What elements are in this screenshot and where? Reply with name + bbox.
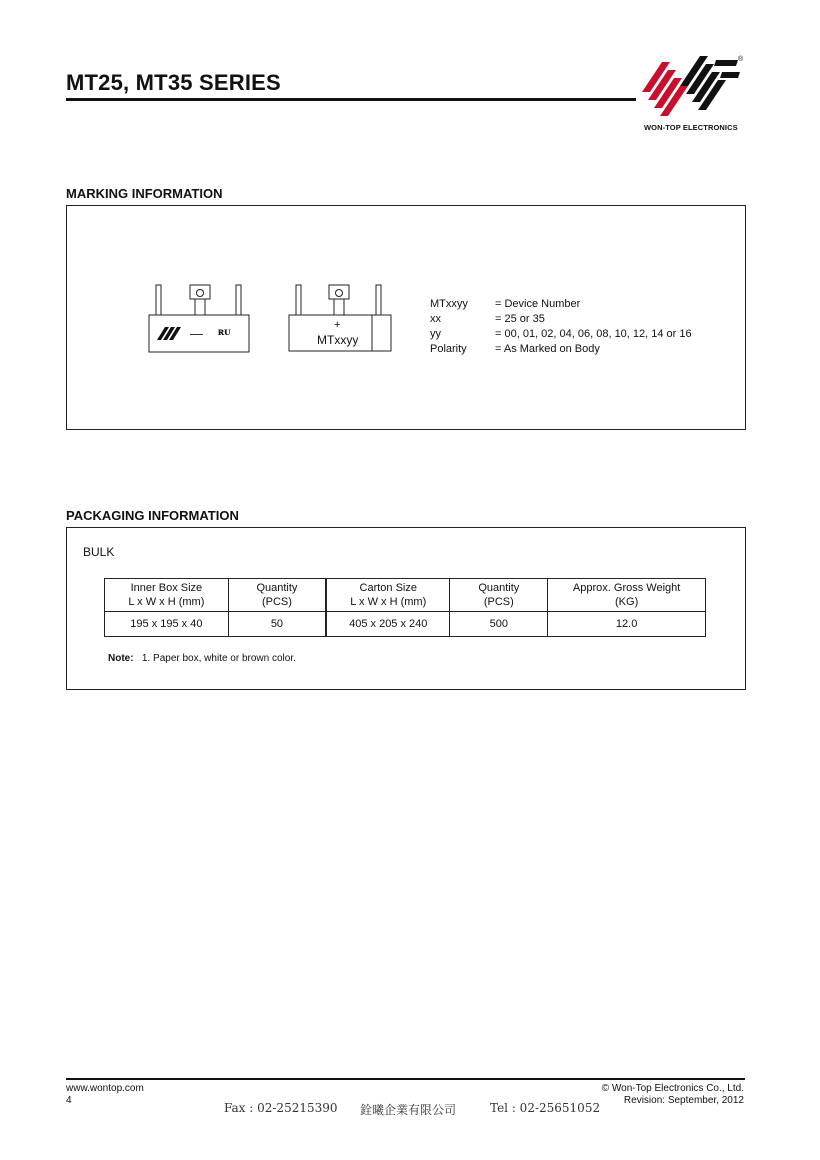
- table-cell: 50: [228, 612, 326, 637]
- table-header-cell: Approx. Gross Weight (KG): [548, 579, 706, 612]
- packaging-note: [108, 653, 296, 664]
- legend-value: = Device Number: [495, 298, 581, 310]
- registered-mark: ®: [738, 56, 744, 63]
- footer-tel: Tel : 02-25651052: [490, 1101, 601, 1115]
- footer-revision: Revision: September, 2012: [623, 1095, 744, 1106]
- table-row: [105, 612, 706, 637]
- packaging-type: BULK: [83, 545, 115, 559]
- footer-company-name: 銓曦企業有限公司: [360, 1103, 457, 1117]
- table-header-cell: Quantity (PCS): [450, 579, 548, 612]
- minus-mark: —: [190, 326, 203, 341]
- footer-fax: Fax : 02-25215390: [224, 1101, 338, 1115]
- footer-copyright: © Won-Top Electronics Co., Ltd.: [601, 1083, 744, 1094]
- note-text: 1. Paper box, white or brown color.: [141, 653, 296, 664]
- device-body-marking: MTxxyy: [317, 333, 359, 347]
- legend-value: = 00, 01, 02, 04, 06, 08, 10, 12, 14 or 16: [495, 328, 692, 340]
- note-label: Note:: [108, 653, 134, 664]
- footer-divider: [66, 1078, 745, 1080]
- plus-mark: +: [334, 319, 341, 331]
- marking-heading: MARKING INFORMATION: [66, 186, 223, 201]
- table-cell: 12.0: [548, 612, 706, 637]
- table-header-cell: Carton Size L x W x H (mm): [326, 579, 450, 612]
- table-cell: 500: [450, 612, 548, 637]
- device-front-drawing: [140, 280, 265, 355]
- packaging-heading: PACKAGING INFORMATION: [66, 508, 239, 523]
- table-cell: 195 x 195 x 40: [105, 612, 229, 637]
- legend-value: = As Marked on Body: [495, 343, 600, 355]
- legend-key: yy: [430, 328, 441, 340]
- ul-mark-icon: ᴿᵁ: [218, 328, 231, 343]
- device-side-drawing: [282, 280, 397, 355]
- wte-logo-icon: [640, 52, 744, 120]
- table-cell: 405 x 205 x 240: [326, 612, 450, 637]
- page-title: MT25, MT35 SERIES: [66, 70, 281, 95]
- logo-black-stripes: [680, 56, 740, 110]
- packaging-table: [104, 578, 706, 637]
- table-header-cell: Quantity (PCS): [228, 579, 326, 612]
- title-divider: [66, 98, 636, 101]
- table-header-row: [105, 579, 706, 612]
- logo-red-stripes: [642, 62, 688, 116]
- table-header-cell: Inner Box Size L x W x H (mm): [105, 579, 229, 612]
- legend-key: MTxxyy: [430, 298, 468, 310]
- legend-key: Polarity: [430, 343, 467, 355]
- legend-value: = 25 or 35: [495, 313, 545, 325]
- page-number: 4: [66, 1095, 72, 1106]
- footer-website[interactable]: www.wontop.com: [66, 1083, 144, 1094]
- legend-key: xx: [430, 313, 441, 325]
- logo-caption: WON-TOP ELECTRONICS: [644, 123, 738, 132]
